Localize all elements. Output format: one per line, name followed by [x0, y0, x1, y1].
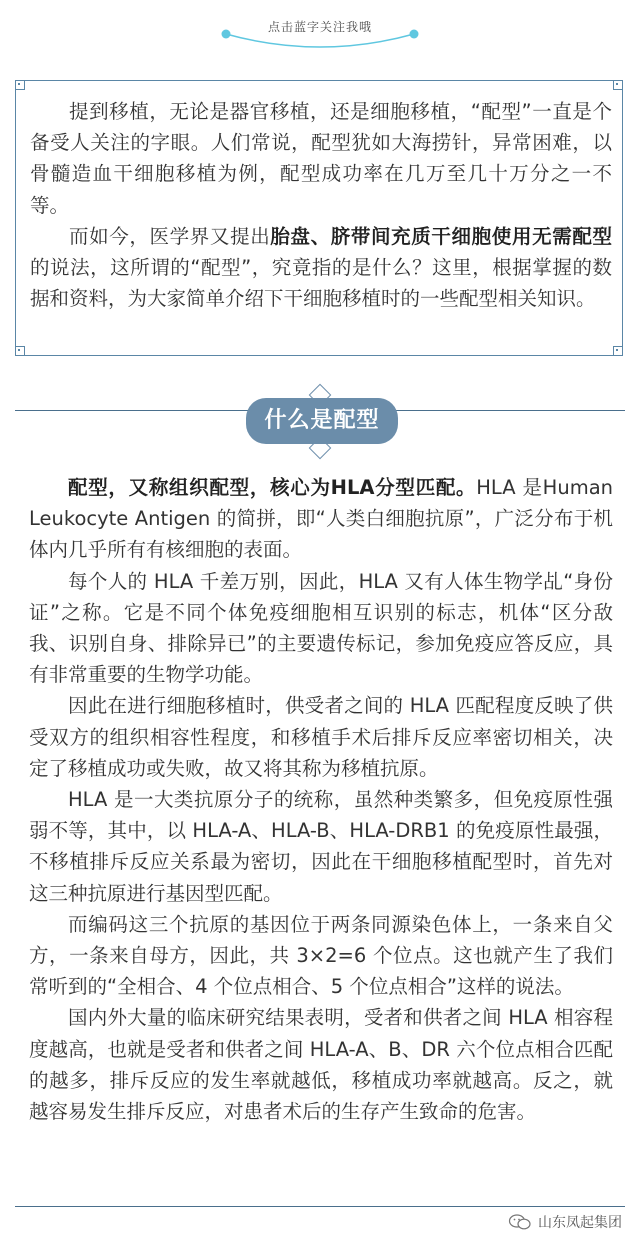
body-p1-emphasis: 配型，又称组织配型，核心为HLA分型匹配。 — [68, 476, 477, 499]
frame-corner — [613, 346, 623, 356]
frame-corner — [613, 80, 623, 90]
wechat-icon — [508, 1214, 532, 1230]
intro-p2-tail: 的说法，这所谓的“配型”，究竟指的是什么？这里，根据掌握的数据和资料，为大家简单介绍下干细胞移植时的一些配型相关知识。 — [30, 256, 612, 311]
section-header — [0, 380, 640, 460]
brand-name: 山东凤起集团 — [538, 1215, 622, 1231]
frame-corner — [15, 346, 25, 356]
body-paragraph-1 — [29, 472, 613, 566]
brand-watermark — [508, 1211, 622, 1233]
header — [0, 0, 640, 60]
body-paragraph-2: 每个人的 HLA 千差万别，因此，HLA 又有人体生物学乩“身份证”之称。它是不同个体免疫细胞相互识别的标志，机体“区分敌我、识别自身、排除异已”的主要遗传标记，参加免疫应答反应，具有非常重要的生物学功能。 — [29, 569, 613, 687]
body-paragraph-4: HLA 是一大类抗原分子的统称，虽然种类繁多，但免疫原性强弱不等，其中，以 HLA-A、HLA-B、HLA-DRB1 的免疫原性最强，不移植排斥反应关系最为密切，因此在干细胞移植配型时，首先对这三种抗原进行基因型匹配。 — [29, 788, 613, 905]
subscribe-hint[interactable]: 点击蓝字关注我哦 — [267, 20, 372, 34]
intro-p2-lead: 而如今，医学界又提出 — [69, 224, 271, 248]
body-p1-rest: HLA 是Human Leukocyte Antigen 的简拼，即“人类白细胞抗原”，广泛分布于机体内几乎所有有核细胞的表面。 — [29, 476, 613, 562]
article-body — [29, 472, 613, 1127]
footer-divider — [15, 1206, 625, 1207]
frame-corner — [15, 80, 25, 90]
intro-p2-emphasis: 胎盘、脐带间充质干细胞使用无需配型 — [270, 224, 612, 248]
intro-paragraph-1: 提到移植，无论是器官移植，还是细胞移植，“配型”一直是个备受人关注的字眼。人们常说，配型犹如大海捞针，异常困难，以骨髓造血干细胞移植为例，配型成功率在几万至几十万分之一不等。 — [30, 100, 612, 217]
intro-frame — [15, 80, 623, 356]
body-paragraph-3: 因此在进行细胞移植时，供受者之间的 HLA 匹配程度反映了供受双方的组织相容性程度，和移植手术后排斥反应率密切相关，决定了移植成功或失败，故又将其称为移植抗原。 — [29, 694, 613, 780]
intro-paragraph-2 — [30, 221, 612, 315]
header-arc-decoration — [220, 26, 420, 50]
section-title: 什么是配型 — [246, 398, 398, 444]
body-paragraph-6: 国内外大量的临床研究结果表明，受者和供者之间 HLA 相容程度越高，也就是受者和供者之间 HLA-A、B、DR 六个位点相合匹配的越多，排斥反应的发生率就越低，移植成功率就越高。反之，就越容易发生排斥反应，对患者术后的生存产生致命的危害。 — [29, 1006, 613, 1124]
body-paragraph-5: 而编码这三个抗原的基因位于两条同源染色体上，一条来自父方，一条来自母方，因此，共 3×2=6 个位点。这也就产生了我们常听到的“全相合、4 个位点相合、5 个位点相合”这样的说法。 — [29, 912, 613, 999]
